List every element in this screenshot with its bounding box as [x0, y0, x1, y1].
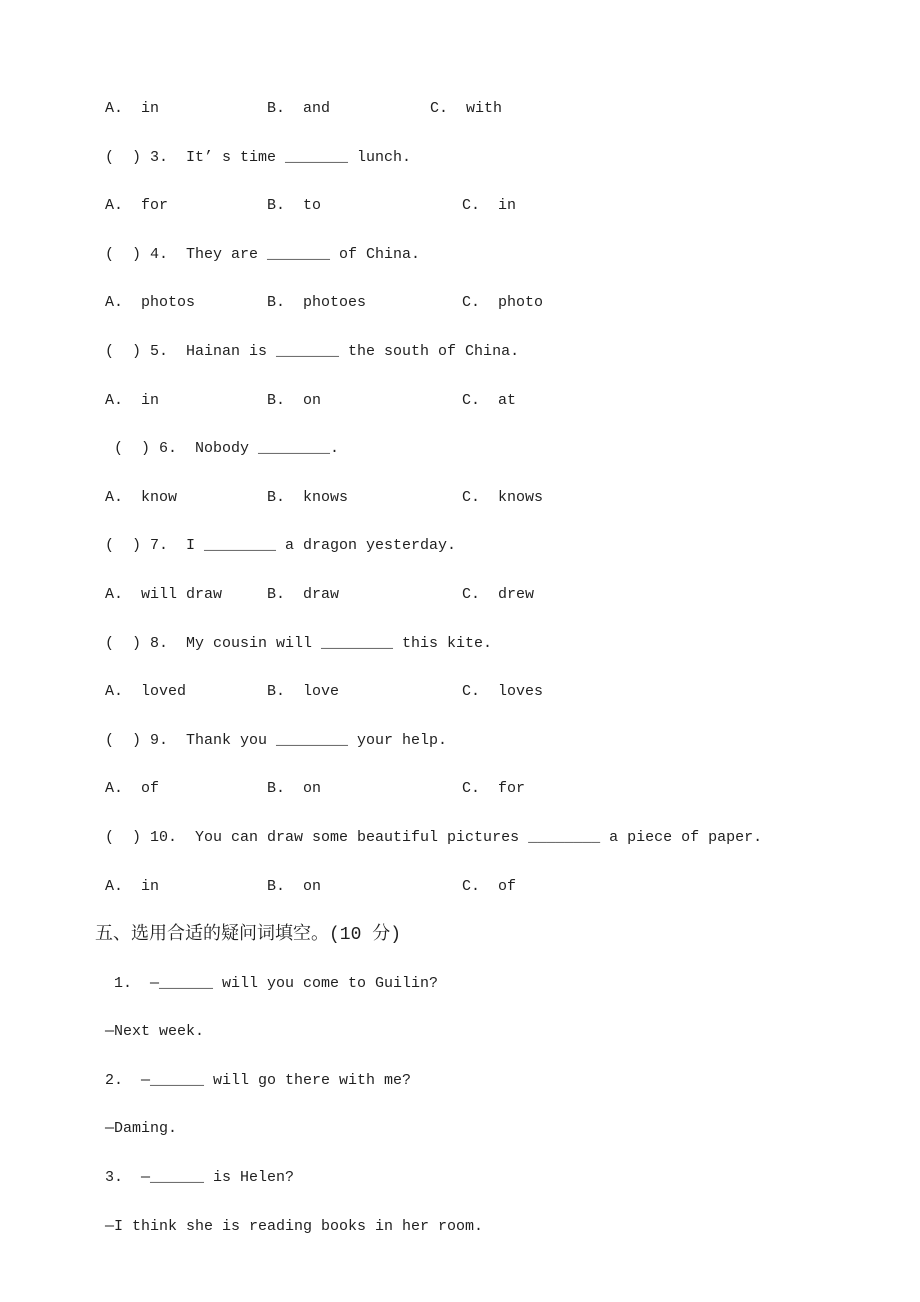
option-b: B. love [267, 683, 340, 701]
options-row [105, 571, 890, 620]
fill-answer-1: —Next week. [105, 1023, 205, 1041]
options-row [105, 668, 890, 717]
options-row [105, 474, 890, 523]
question-stem-8: ( ) 8. My cousin will ________ this kite. [105, 634, 493, 652]
option-b: B. on [267, 877, 322, 895]
option-c: C. with [430, 100, 503, 117]
fill-answer-3: —I think she is reading books in her room. [105, 1217, 484, 1235]
option-b: B. photoes [267, 294, 367, 312]
fill-question-1: 1. —______ will you come to Guilin? [105, 974, 439, 992]
question-stem-3: ( ) 3. It’ s time _______ lunch. [105, 148, 412, 166]
option-b: B. on [267, 780, 322, 798]
option-a: A. will draw [105, 585, 223, 603]
option-a: A. know [105, 488, 178, 506]
question-stem-6: ( ) 6. Nobody ________. [105, 440, 340, 458]
options-row [105, 279, 890, 328]
option-a: A. in [105, 391, 160, 409]
option-b: B. draw [267, 585, 340, 603]
question-stem-4: ( ) 4. They are _______ of China. [105, 245, 421, 263]
option-b: B. on [267, 391, 322, 409]
fill-question-2: 2. —______ will go there with me? [105, 1071, 412, 1089]
options-row [105, 765, 890, 814]
question-stem-9: ( ) 9. Thank you ________ your help. [105, 731, 448, 749]
options-row [105, 182, 890, 231]
section-heading: 五、选用合适的疑问词填空。(10 分) [95, 925, 402, 946]
option-a: A. in [105, 877, 160, 895]
options-row [105, 85, 890, 134]
option-b: B. and [267, 100, 331, 117]
fill-question-3: 3. —______ is Helen? [105, 1169, 295, 1187]
options-row [105, 377, 890, 426]
question-stem-10: ( ) 10. You can draw some beautiful pictures ________ a piece of paper. [105, 828, 763, 846]
option-b: B. knows [267, 488, 349, 506]
option-a: A. of [105, 780, 160, 798]
fill-answer-2: —Daming. [105, 1120, 178, 1138]
option-a: A. in [105, 100, 160, 117]
option-a: A. photos [105, 294, 196, 312]
question-stem-5: ( ) 5. Hainan is _______ the south of China. [105, 342, 520, 360]
option-c: C. drew [462, 585, 535, 603]
option-a: A. for [105, 197, 169, 215]
option-c: C. photo [462, 294, 544, 312]
option-a: A. loved [105, 683, 187, 701]
option-c: C. at [462, 391, 517, 409]
option-c: C. knows [462, 488, 544, 506]
option-c: C. in [462, 197, 517, 215]
option-c: C. for [462, 780, 526, 798]
question-stem-7: ( ) 7. I ________ a dragon yesterday. [105, 537, 457, 555]
option-b: B. to [267, 197, 322, 215]
options-row [105, 863, 890, 912]
option-c: C. loves [462, 683, 544, 701]
option-c: C. of [462, 877, 517, 895]
